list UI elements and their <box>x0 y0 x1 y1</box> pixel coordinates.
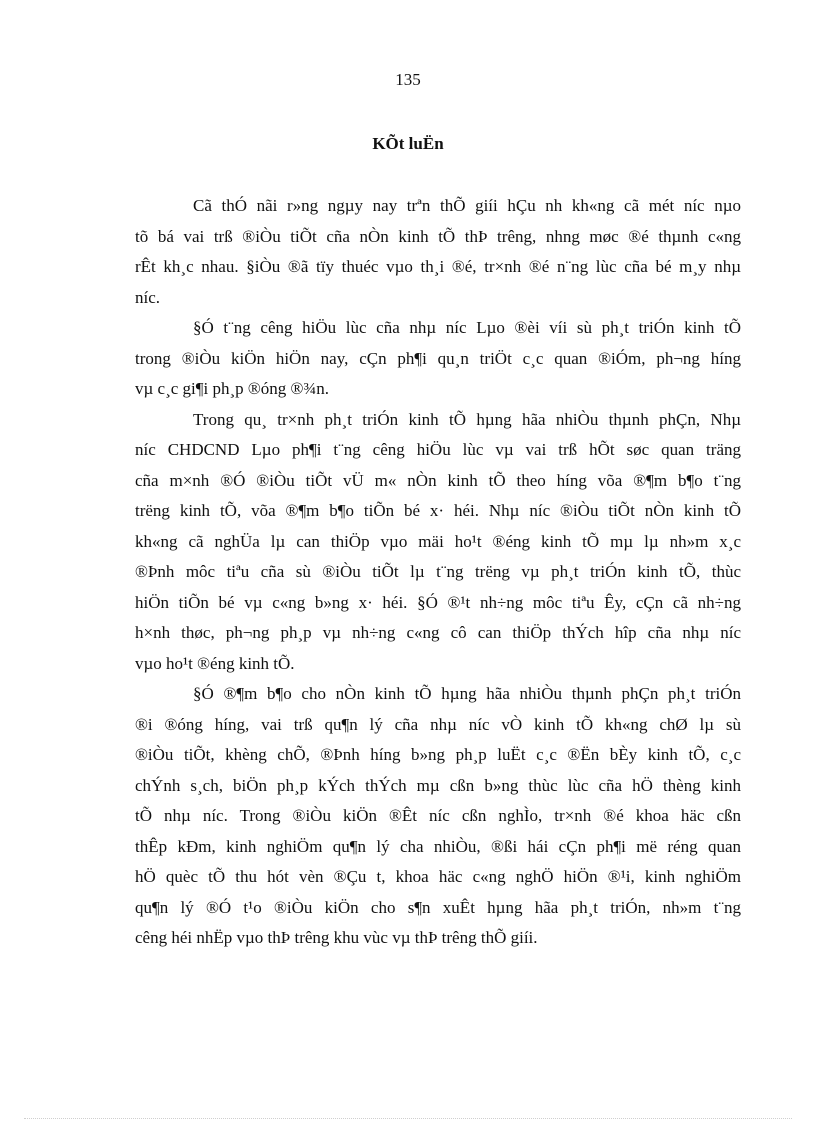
text-line: ®iÒu tiÕt, khèng chÕ, ®Þnh híng b»ng ph¸p luËt c¸c ®Ën bÈy kinh tÕ, c¸c <box>135 745 741 764</box>
text-line: h×nh thøc, ph¬ng ph¸p vµ nh÷ng c«ng cô can thiÖp thÝch hîp cña nhµ níc <box>135 623 741 642</box>
text-line: vµo ho¹t ®éng kinh tÕ. <box>135 653 295 673</box>
page-number: 135 <box>395 70 421 89</box>
text-line: kh«ng cã nghÜa lµ can thiÖp vµo mäi ho¹t ®éng kinh tÕ mµ lµ nh»m x¸c <box>135 531 741 551</box>
text-line: chÝnh s¸ch, biÖn ph¸p kÝch thÝch mµ cßn b»ng thùc lùc cña hÖ thèng kinh <box>135 775 741 795</box>
text-line: trëng kinh tÕ, võa ®¶m b¶o tiÕn bé x· héi. Nhµ níc ®iÒu tiÕt nÒn kinh tÕ <box>135 501 741 520</box>
text-line: §Ó ®¶m b¶o cho nÒn kinh tÕ hµng hãa nhiÒu thµnh phÇn ph¸t triÓn <box>193 684 741 703</box>
page-bottom-divider <box>24 1118 792 1119</box>
text-line: tÕ nhµ níc. Trong ®iÒu kiÖn ®Êt níc cßn nghÌo, tr×nh ®é khoa häc cßn <box>135 806 741 825</box>
text-line: qu¶n lý ®Ó t¹o ®iÒu kiÖn cho s¶n xuÊt hµng hãa ph¸t triÓn, nh»m t¨ng <box>135 897 741 917</box>
text-line: cêng héi nhËp vµo thÞ trêng khu vùc vµ thÞ trêng thÕ giíi. <box>135 928 538 947</box>
text-line: §Ó t¨ng cêng hiÖu lùc cña nhµ níc Lµo ®èi víi sù ph¸t triÓn kinh tÕ <box>193 318 741 337</box>
text-line: ®i ®óng híng, vai trß qu¶n lý cña nhµ níc vÒ kinh tÕ kh«ng chØ lµ sù <box>135 714 741 734</box>
text-line: Trong qu¸ tr×nh ph¸t triÓn kinh tÕ hµng hãa nhiÒu thµnh phÇn, Nhµ <box>193 409 741 429</box>
text-line: níc. <box>135 287 161 307</box>
text-line: tõ bá vai trß ®iÒu tiÕt cña nÒn kinh tÕ thÞ trêng, nhng møc ®é thµnh c«ng <box>135 226 741 246</box>
text-line: ®Þnh môc tiªu cña sù ®iÒu tiÕt lµ t¨ng trëng vµ ph¸t triÓn kinh tÕ, thùc <box>135 562 741 581</box>
text-line: hiÖn tiÕn bé vµ c«ng b»ng x· héi. §Ó ®¹t nh÷ng môc tiªu Êy, cÇn cã nh÷ng <box>135 592 741 612</box>
text-line: vµ c¸c gi¶i ph¸p ®óng ®¾n. <box>135 379 329 398</box>
text-line: rÊt kh¸c nhau. §iÒu ®ã tïy thuéc vµo th¸i ®é, tr×nh ®é n¨ng lùc cña bé m¸y nhµ <box>135 257 741 276</box>
text-line: trong ®iÒu kiÖn hiÖn nay, cÇn ph¶i qu¸n triÖt c¸c quan ®iÓm, ph¬ng híng <box>135 348 741 368</box>
text-line: hÖ quèc tÕ thu hót vèn ®Çu t, khoa häc c«ng nghÖ hiÖn ®¹i, kinh nghiÖm <box>135 867 741 886</box>
text-line: Cã thÓ nãi r»ng ngµy nay trªn thÕ giíi hÇu nh kh«ng cã mét níc nµo <box>193 196 741 215</box>
text-line: thÊp kÐm, kinh nghiÖm qu¶n lý cha nhiÒu, ®ßi hái cÇn ph¶i më réng quan <box>135 836 741 856</box>
text-line: níc CHDCND Lµo ph¶i t¨ng cêng hiÖu lùc vµ vai trß hÕt søc quan träng <box>135 440 741 459</box>
body-text <box>135 191 741 954</box>
section-heading: KÕt luËn <box>372 134 444 153</box>
text-line: cña m×nh ®Ó ®iÒu tiÕt vÜ m« nÒn kinh tÕ theo híng võa ®¶m b¶o t¨ng <box>135 470 741 490</box>
